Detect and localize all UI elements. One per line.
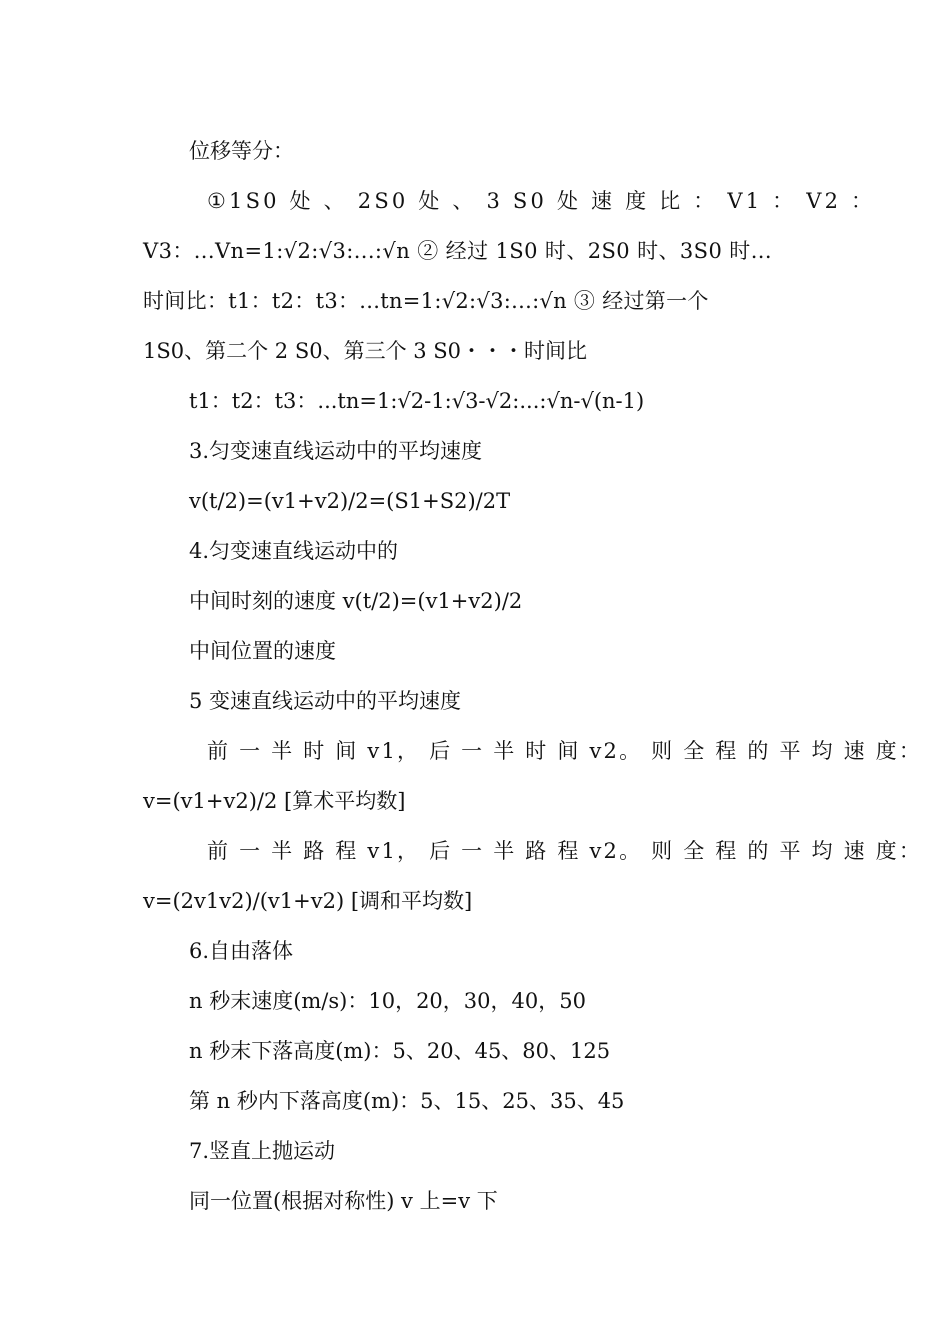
formula-line: 同一位置(根据对称性) v 上=v 下: [189, 1189, 498, 1213]
section-heading: 5 变速直线运动中的平均速度: [189, 689, 462, 713]
formula-line: t1：t2：t3：...tn=1:√2-1:√3-√2:...:√n-√(n-1): [189, 389, 645, 413]
paragraph-line: 时间比：t1：t2：t3：...tn=1:√2:√3:...:√n ③ 经过第一个: [143, 289, 709, 313]
paragraph-line: ①1S0 处 、 2S0 处 、 3 S0 处 速 度 比 ： V1 ： V2 ：: [207, 189, 876, 213]
formula-line: v=(v1+v2)/2 [算术平均数]: [143, 789, 406, 813]
data-line: n 秒末下落高度(m)：5、20、45、80、125: [189, 1039, 611, 1063]
data-line: n 秒末速度(m/s)：10，20，30，40，50: [189, 989, 586, 1013]
section-heading: 4.匀变速直线运动中的: [189, 539, 399, 563]
paragraph-line: 前 一 半 时 间 v1， 后 一 半 时 间 v2。 则 全 程 的 平 均 速 度：: [207, 739, 923, 763]
paragraph-line: 中间位置的速度: [189, 639, 336, 663]
section-heading: 7.竖直上抛运动: [189, 1139, 336, 1163]
paragraph-line: 前 一 半 路 程 v1， 后 一 半 路 程 v2。 则 全 程 的 平 均 速 度：: [207, 839, 923, 863]
formula-line: v=(2v1v2)/(v1+v2) [调和平均数]: [143, 889, 473, 913]
section-heading: 3.匀变速直线运动中的平均速度: [189, 439, 483, 463]
paragraph-line: V3：...Vn=1:√2:√3:...:√n ② 经过 1S0 时、2S0 时、3S0 时...: [143, 239, 772, 263]
data-line: 第 n 秒内下落高度(m)：5、15、25、35、45: [189, 1089, 625, 1113]
paragraph-line: 1S0、第二个 2 S0、第三个 3 S0・・・时间比: [143, 339, 588, 363]
formula-line: v(t/2)=(v1+v2)/2=(S1+S2)/2T: [189, 489, 511, 513]
section-heading-displacement: 位移等分：: [189, 139, 294, 163]
section-heading: 6.自由落体: [189, 939, 294, 963]
formula-line: 中间时刻的速度 v(t/2)=(v1+v2)/2: [189, 589, 523, 613]
